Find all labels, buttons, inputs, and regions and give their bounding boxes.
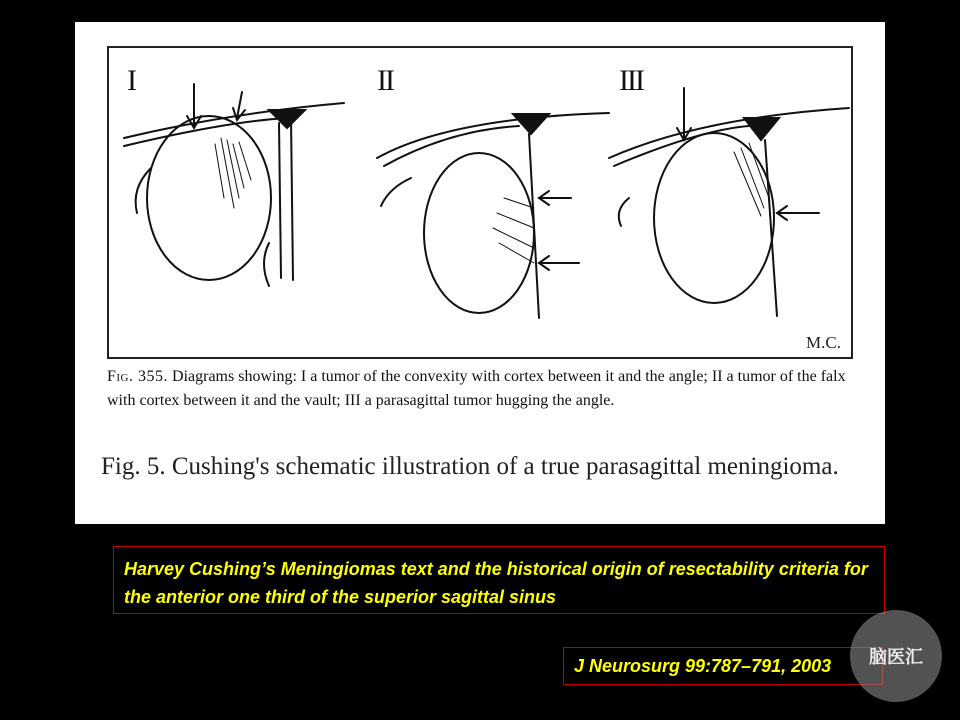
paper-title-box [113,546,885,614]
panel-label-3: III [619,64,643,97]
citation: J Neurosurg 99:787–791, 2003 [574,656,832,676]
panel-label-2: II [377,64,393,97]
original-caption-figno: Fig. 355. [107,368,169,385]
meningioma-diagrams [109,48,851,357]
figure-panel [75,22,885,524]
original-figure-caption [107,365,847,413]
original-caption-text: Diagrams showing: I a tumor of the convexity with cortex between it and the angle; II a tumor of the falx with cortex between it and the vault; III a parasagittal tumor hugging the angle. [107,368,846,409]
diagram-frame [107,46,853,359]
watermark-logo [850,610,942,702]
citation-box [563,647,883,685]
figure-caption: Fig. 5. Cushing's schematic illustration of a true parasagittal meningioma. [101,453,839,480]
panel-label-1: I [127,64,135,97]
paper-title: Harvey Cushing’s Meningiomas text and the historical origin of resectability criteria for the anterior one third of the superior sagittal sinus [124,559,868,607]
artist-initials: M.C. [806,333,841,352]
watermark-text: 脑医汇 [869,647,923,668]
